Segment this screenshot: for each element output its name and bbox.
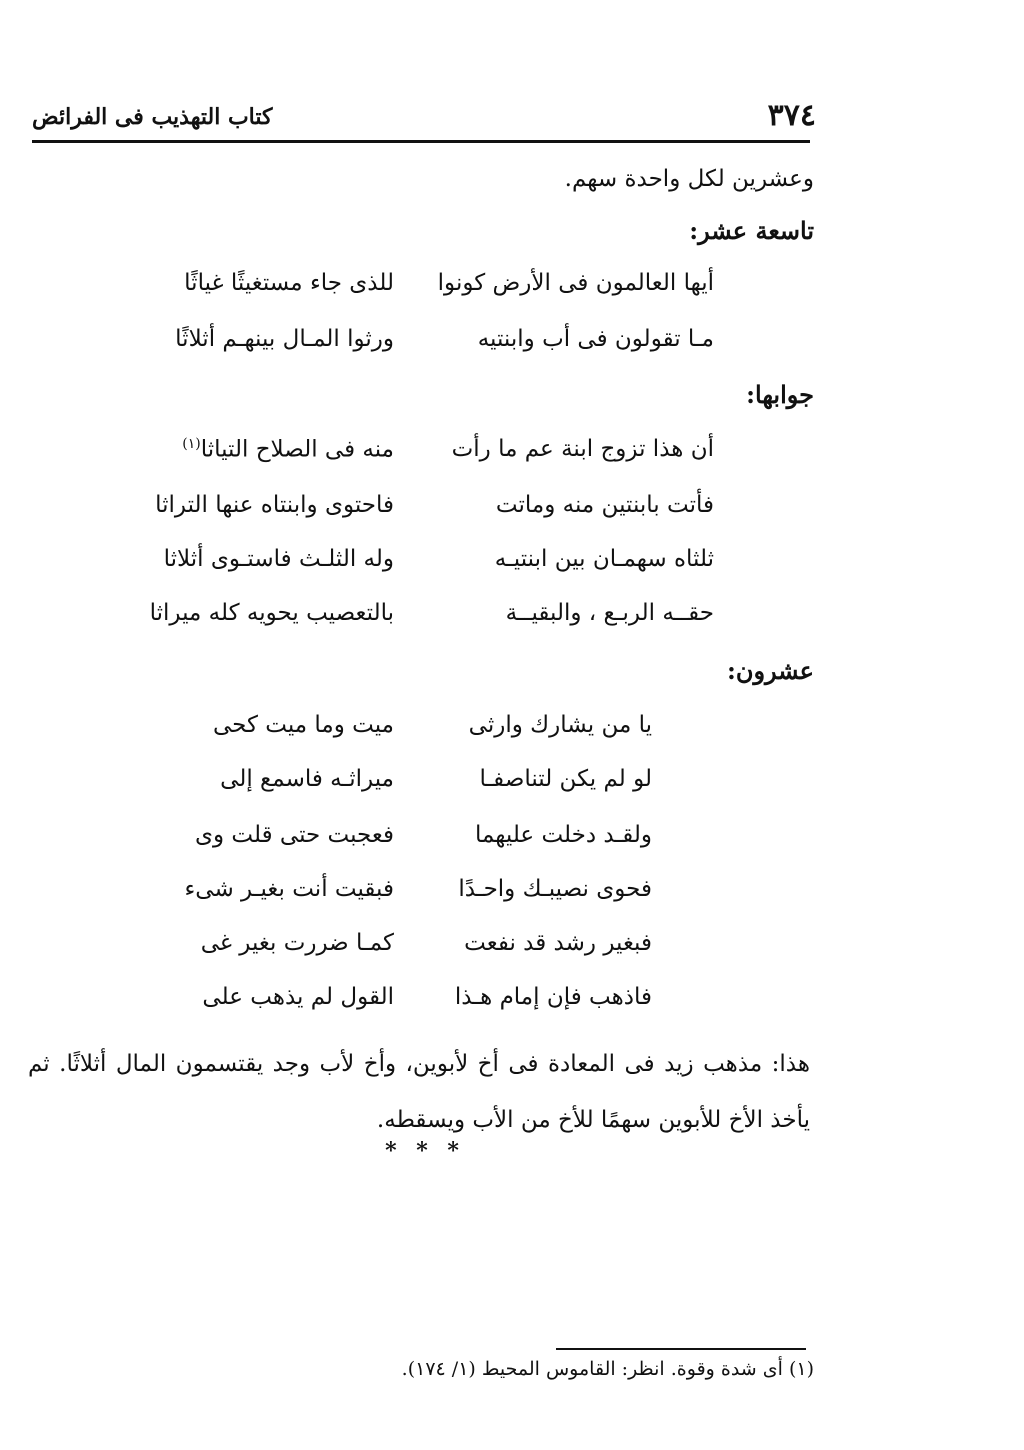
verse [0, 712, 1024, 752]
verse-second-hemistich: بالتعصيب يحويه كله ميراثا [149, 600, 394, 626]
verse-second-hemistich: وله الثلـث فاستـوى أثلاثا [163, 546, 394, 572]
verse [0, 766, 1024, 806]
verse-first-hemistich: مـا تقولون فى أب وابنتيه [477, 326, 714, 352]
verse-first-hemistich: ولقـد دخلت عليهما [474, 822, 652, 848]
verse-second-hemistich: فبقيت أنت بغيـر شىء [184, 876, 394, 902]
header-rule [32, 140, 810, 143]
verse-first-hemistich: فبغير رشد قد نفعت [464, 930, 652, 956]
verse-second-hemistich: فعجبت حتى قلت وى [194, 822, 394, 848]
verse [0, 984, 1024, 1024]
verse-first-hemistich: فأتت بابنتين منه وماتت [495, 492, 714, 518]
verse-second-hemistich [182, 436, 394, 463]
running-title: كتاب التهذيب فى الفرائض [32, 104, 273, 130]
verse-second-hemistich: القول لم يذهب على [202, 984, 394, 1010]
verse [0, 270, 1024, 310]
section-20-heading: عشرون: [726, 656, 814, 685]
footnote: (١) أى شدة وقوة. انظر: القاموس المحيط (١/ ١٧٤). [401, 1358, 814, 1380]
verse [0, 876, 1024, 916]
verse [0, 600, 1024, 640]
verse [0, 546, 1024, 586]
verse-first-hemistich: ثلثاه سهمـان بين ابنتيـه [494, 546, 714, 572]
footnote-rule [556, 1348, 806, 1350]
page-number: ٣٧٤ [767, 98, 816, 133]
verse [0, 326, 1024, 366]
answer-heading: جوابها: [746, 380, 814, 409]
verse [0, 822, 1024, 862]
verse-first-hemistich: يا من يشارك وارثى [468, 712, 652, 738]
verse-first-hemistich: أيها العالمون فى الأرض كونوا [437, 270, 714, 296]
verse [0, 930, 1024, 970]
verse-second-text: منه فى الصلاح التياثا [200, 436, 394, 463]
verse-first-hemistich: لو لم يكن لتناصفـا [479, 766, 652, 792]
verse-second-hemistich: للذى جاء مستغيثًا غياثًا [184, 270, 394, 296]
section-separator: * * * [385, 1138, 465, 1164]
verse-second-hemistich: ورثوا المـال بينهـم أثلاثًا [175, 326, 394, 352]
footnote-marker: (١) [182, 436, 201, 452]
verse-first-hemistich: أن هذا تزوج ابنة عم ما رأت [451, 436, 714, 462]
verse-second-hemistich: ميراثـه فاسمع إلى [220, 766, 394, 792]
explanation-paragraph: هذا: مذهب زيد فى المعادة فى أخ لأبوين، وأخ لأب وجد يقتسمون المال أثلاثًا. ثم يأخذ الأخ للأبوين سهمًا للأخ من الأب ويسقطه. [28, 1051, 810, 1133]
verse-first-hemistich: حقــه الربـع ، والبقيــة [505, 600, 714, 626]
verse-first-hemistich: فاذهب فإن إمام هـذا [454, 984, 652, 1010]
verse-second-hemistich: ميت وما ميت كحى [212, 712, 394, 738]
verse-second-hemistich: فاحتوى وابنتاه عنها التراثا [155, 492, 394, 518]
intro-line: وعشرين لكل واحدة سهم. [564, 166, 814, 192]
verse [0, 436, 1024, 476]
verse-first-hemistich: فحوى نصيبـك واحـدًا [458, 876, 652, 902]
verse [0, 492, 1024, 532]
section-19-heading: تاسعة عشر: [689, 216, 814, 245]
verse-second-hemistich: كمـا ضررت بغير غى [200, 930, 394, 956]
